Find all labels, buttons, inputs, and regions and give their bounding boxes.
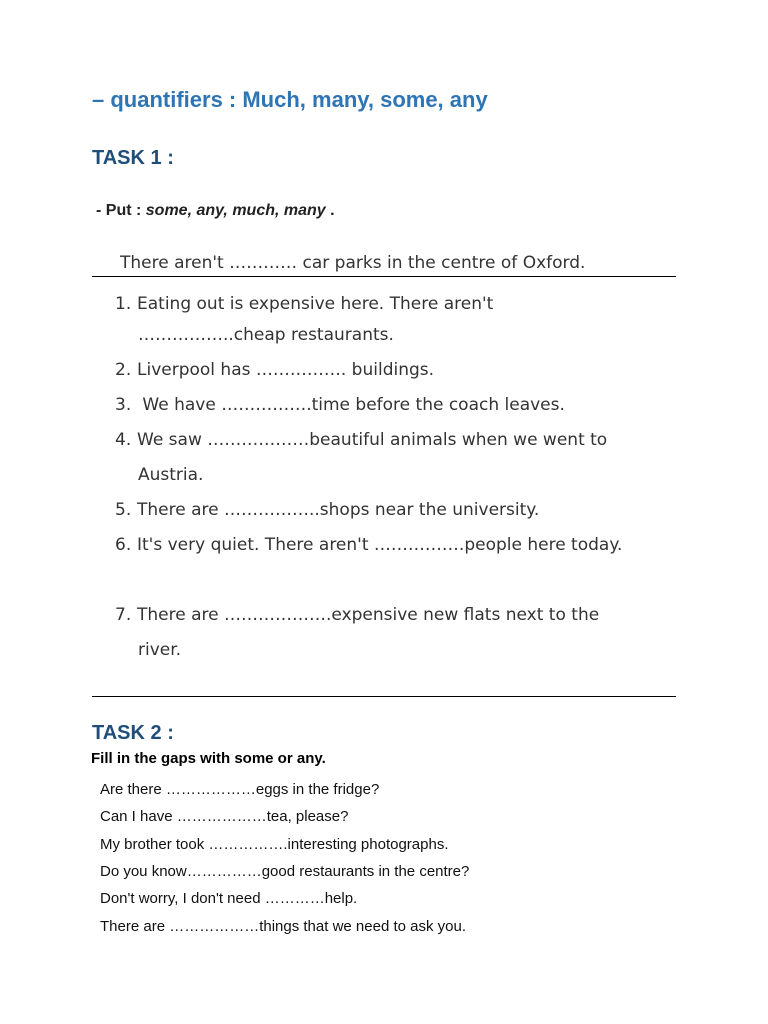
section-divider [92,696,676,697]
task1-heading: TASK 1 : [92,147,174,169]
item-text: There are ……………..shops near the university. [137,500,540,520]
item-number: 3. [115,395,132,415]
item-number: 4. [115,430,132,450]
example-sentence: There aren't ………… car parks in the centre of Oxford. [120,253,586,273]
page-title: – quantifiers : Much, many, some, any [92,87,488,112]
list-item [115,493,539,528]
item-text: Eating out is expensive here. There aren't [137,294,494,314]
task2-item: Do you know……………good restaurants in the centre? [100,863,470,880]
list-item [115,598,599,633]
item-text: We saw ………………beautiful animals when we went to [137,430,608,450]
instruction-prefix: - Put : [96,202,146,219]
example-divider [92,276,676,277]
task2-item: Are there ………………eggs in the fridge? [100,781,380,798]
item-text-continued: ……………..cheap restaurants. [138,325,394,345]
task2-heading: TASK 2 : [92,722,174,744]
item-text: It's very quiet. There aren't …………….people here today. [137,535,623,555]
item-number: 6. [115,535,132,555]
task2-item: Don't worry, I don't need …………help. [100,890,358,907]
instruction-suffix: . [325,202,335,219]
list-item [115,287,493,322]
item-number: 1. [115,294,132,314]
task1-instruction [96,202,335,220]
item-number: 7. [115,605,132,625]
list-item [115,388,565,423]
item-text-continued: river. [138,640,182,660]
item-number: 5. [115,500,132,520]
item-text: There are ……………….expensive new flats next to the [137,605,600,625]
item-text: Liverpool has ……………. buildings. [137,360,435,380]
task2-item: My brother took …………….interesting photographs. [100,836,449,853]
list-item [115,353,434,388]
task2-item: There are ………………things that we need to ask you. [100,918,466,935]
item-text-continued: Austria. [138,465,204,485]
instruction-words: some, any, much, many [145,202,326,219]
task2-item: Can I have ………………tea, please? [100,808,349,825]
item-text: We have …………….time before the coach leaves. [137,395,565,415]
list-item [115,528,622,563]
list-item [115,423,607,458]
task2-instruction: Fill in the gaps with some or any. [91,750,326,767]
item-number: 2. [115,360,132,380]
